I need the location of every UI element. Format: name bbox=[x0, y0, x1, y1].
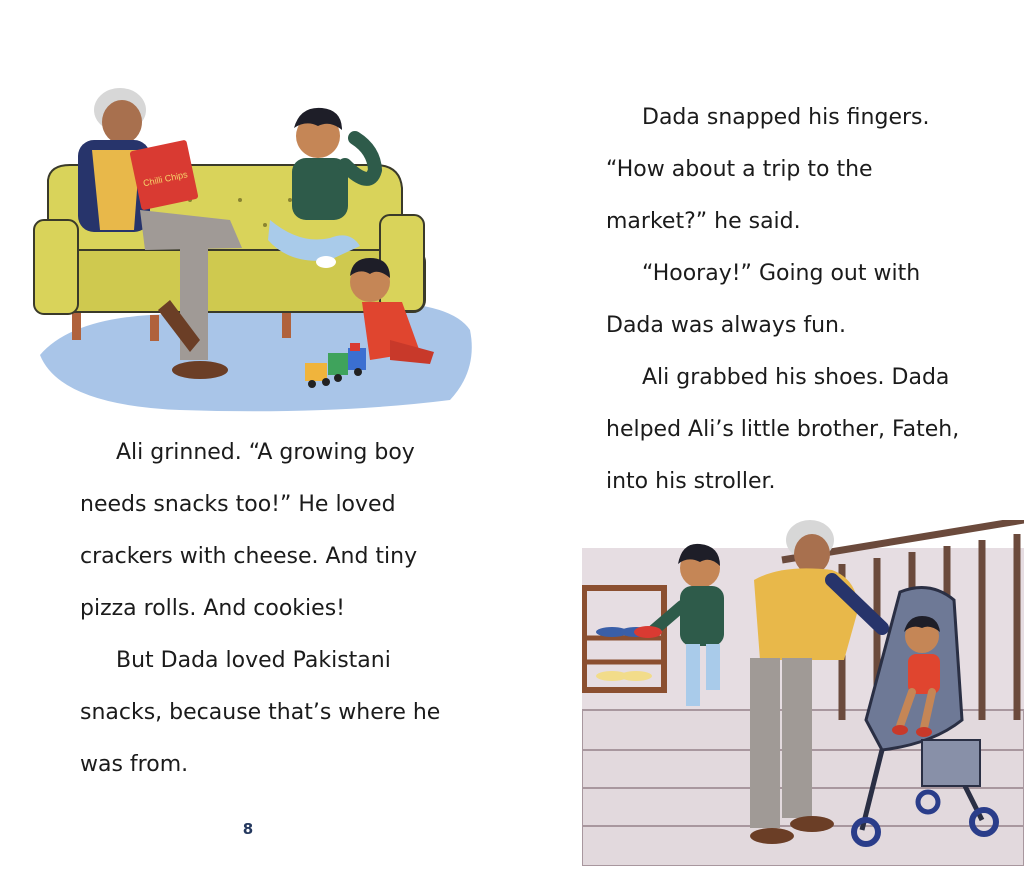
page-number: 8 bbox=[242, 820, 254, 838]
text-line: market?” he said. bbox=[606, 209, 801, 234]
text-line: Ali grabbed his shoes. Dada bbox=[642, 365, 950, 390]
text-line: “Hooray!” Going out with bbox=[642, 261, 921, 286]
right-page-text bbox=[606, 92, 959, 508]
illustration-sofa-scene bbox=[30, 70, 480, 415]
text-line: Ali grinned. “A growing boy bbox=[116, 440, 415, 465]
text-line: crackers with cheese. And tiny bbox=[80, 544, 418, 569]
left-page-text bbox=[80, 427, 440, 791]
text-line: into his stroller. bbox=[606, 469, 776, 494]
book-cover-title: Chilli Chips bbox=[142, 169, 189, 189]
text-line: Dada snapped his fingers. bbox=[642, 105, 930, 130]
text-line: was from. bbox=[80, 752, 189, 777]
illustration-stroller-scene bbox=[582, 520, 1024, 866]
text-line: Dada was always fun. bbox=[606, 313, 846, 338]
text-line: “How about a trip to the bbox=[606, 157, 873, 182]
text-line: snacks, because that’s where he bbox=[80, 700, 441, 725]
text-line: helped Ali’s little brother, Fateh, bbox=[606, 417, 960, 442]
text-line: pizza rolls. And cookies! bbox=[80, 596, 345, 621]
text-line: needs snacks too!” He loved bbox=[80, 492, 396, 517]
right-page bbox=[512, 0, 1024, 896]
text-line: But Dada loved Pakistani bbox=[116, 648, 391, 673]
